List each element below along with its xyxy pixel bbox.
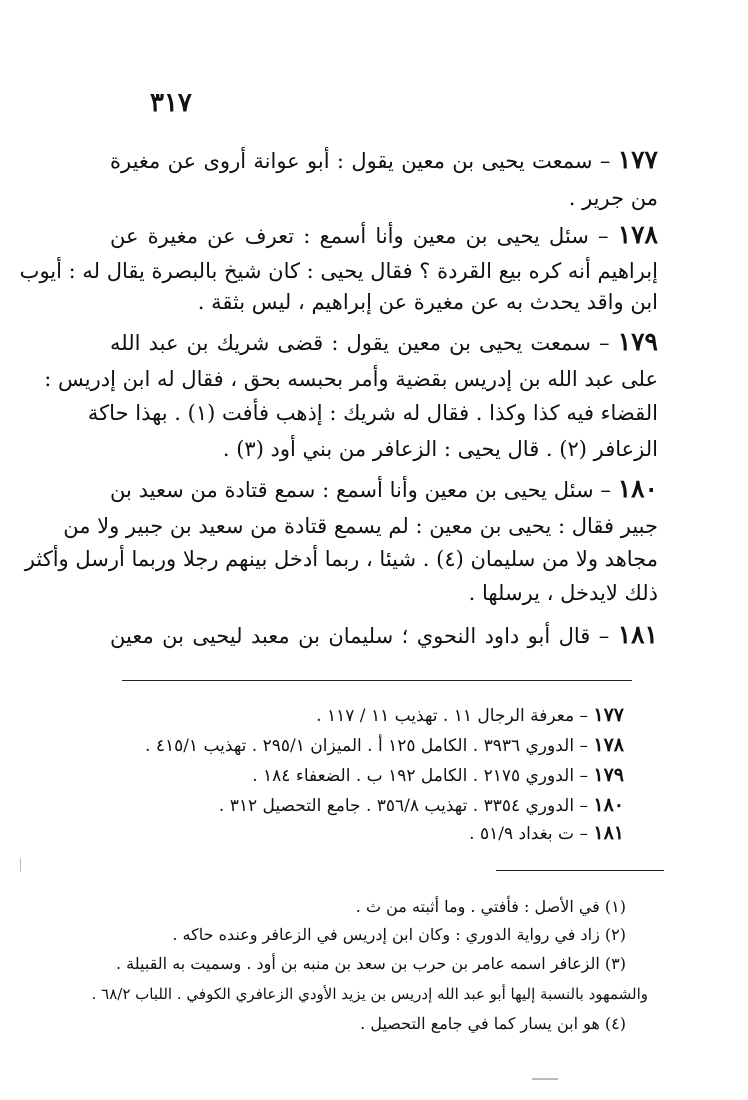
- paragraph-177-line-2: من جرير .: [568, 186, 658, 210]
- paragraph-180-line-3: مجاهد ولا من سليمان (٤) . شيئا ، ربما أدخل بينهم رجلا وربما أرسل وأكثر: [24, 547, 658, 571]
- paragraph-179-line-3: القضاء فيه كذا وكذا . فقال له شريك : إذهب فأفت (١) . بهذا حاكة: [87, 401, 658, 425]
- entry-number: ١٧٧: [617, 145, 658, 174]
- paragraph-178-line-3: ابن واقد يحدث به عن مغيرة عن إبراهيم ، ليس بثقة .: [197, 290, 658, 314]
- main-divider: [122, 680, 632, 681]
- entry-text: قال أبو داود النحوي ؛ سليمان بن معبد ليحيى بن معين: [110, 624, 591, 648]
- source-177: ١٧٧ – معرفة الرجال ١١ . تهذيب ١١ / ١١٧ .: [316, 704, 624, 726]
- footnote-4: (٤) هو ابن يسار كما في جامع التحصيل .: [360, 1014, 626, 1033]
- source-number: ١٧٩: [593, 764, 624, 786]
- entry-text: سمعت يحيى بن معين يقول : قضى شريك بن عبد الله: [110, 331, 591, 355]
- entry-number: ١٨١: [617, 620, 658, 649]
- entry-text: سمعت يحيى بن معين يقول : أبو عوانة أروى عن مغيرة: [110, 149, 593, 173]
- paragraph-181-line-1: ١٨١ – قال أبو داود النحوي ؛ سليمان بن معبد ليحيى بن معين: [110, 620, 658, 649]
- source-text: الدوري ٢١٧٥ . الكامل ١٩٢ ب . الضعفاء ١٨٤ .: [252, 766, 575, 786]
- source-text: الدوري ٣٩٣٦ . الكامل ١٢٥ أ . الميزان ٢٩٥/١ . تهذيب ٤١٥/١ .: [145, 736, 575, 756]
- paragraph-179-line-2: على عبد الله بن إدريس بقضية وأمر بحبسه بحق ، فقال له ابن إدريس :: [44, 367, 658, 391]
- source-number: ١٧٧: [593, 704, 624, 726]
- entry-number: ١٧٩: [617, 327, 658, 356]
- page-number: ٣١٧: [150, 88, 192, 118]
- source-181: ١٨١ – ت بغداد ٥١/٩ .: [469, 822, 624, 844]
- paragraph-180-line-4: ذلك لايدخل ، يرسلها .: [468, 581, 658, 605]
- footnote-3-continued: والشمهود بالنسبة إليها أبو عبد الله إدريس بن يزيد الأودي الزعافري الكوفي . اللباب ٦٨/٢ .: [91, 985, 648, 1003]
- entry-text: سئل يحيى بن معين وأنا أسمع : تعرف عن مغيرة عن: [110, 224, 589, 248]
- entry-text: سئل يحيى بن معين وأنا أسمع : سمع قتادة من سعيد بن: [110, 478, 594, 502]
- footnote-1: (١) في الأصل : فأفتي . وما أثبته من ث .: [355, 897, 626, 916]
- footnote-2: (٢) زاد في رواية الدوري : وكان ابن إدريس في الزعافر وعنده حاكه .: [172, 925, 626, 944]
- source-text: الدوري ٣٣٥٤ . تهذيب ٣٥٦/٨ . جامع التحصيل ٣١٢ .: [218, 796, 575, 816]
- paragraph-177-line-1: ١٧٧ – سمعت يحيى بن معين يقول : أبو عوانة أروى عن مغيرة: [110, 145, 658, 174]
- source-number: ١٧٨: [593, 734, 624, 756]
- source-number: ١٨١: [593, 822, 624, 844]
- paragraph-179-line-1: ١٧٩ – سمعت يحيى بن معين يقول : قضى شريك بن عبد الله: [110, 327, 658, 356]
- paragraph-178-line-1: ١٧٨ – سئل يحيى بن معين وأنا أسمع : تعرف عن مغيرة عن: [110, 220, 658, 249]
- source-text: معرفة الرجال ١١ . تهذيب ١١ / ١١٧ .: [316, 706, 575, 726]
- paragraph-178-line-2: إبراهيم أنه كره بيع القردة ؟ فقال يحيى : كان شيخ بالبصرة يقال له : أيوب: [19, 259, 658, 283]
- source-180: ١٨٠ – الدوري ٣٣٥٤ . تهذيب ٣٥٦/٨ . جامع التحصيل ٣١٢ .: [218, 794, 624, 816]
- source-179: ١٧٩ – الدوري ٢١٧٥ . الكامل ١٩٢ ب . الضعفاء ١٨٤ .: [252, 764, 624, 786]
- footnote-divider: [496, 870, 664, 871]
- source-text: ت بغداد ٥١/٩ .: [469, 824, 575, 844]
- footnote-3: (٣) الزعافر اسمه عامر بن حرب بن سعد بن منبه بن أود . وسميت به القبيلة .: [115, 954, 626, 973]
- entry-number: ١٨٠: [617, 474, 658, 503]
- paragraph-180-line-1: ١٨٠ – سئل يحيى بن معين وأنا أسمع : سمع قتادة من سعيد بن: [110, 474, 658, 503]
- source-number: ١٨٠: [593, 794, 624, 816]
- paragraph-180-line-2: جبير فقال : يحيى بن معين : لم يسمع قتادة من سعيد بن جبير ولا من: [63, 514, 658, 538]
- scan-speck: [532, 1078, 558, 1080]
- paragraph-179-line-4: الزعافر (٢) . قال يحيى : الزعافر من بني أود (٣) .: [222, 437, 658, 461]
- scan-speck: [20, 858, 21, 872]
- source-178: ١٧٨ – الدوري ٣٩٣٦ . الكامل ١٢٥ أ . الميزان ٢٩٥/١ . تهذيب ٤١٥/١ .: [145, 734, 624, 756]
- entry-number: ١٧٨: [617, 220, 658, 249]
